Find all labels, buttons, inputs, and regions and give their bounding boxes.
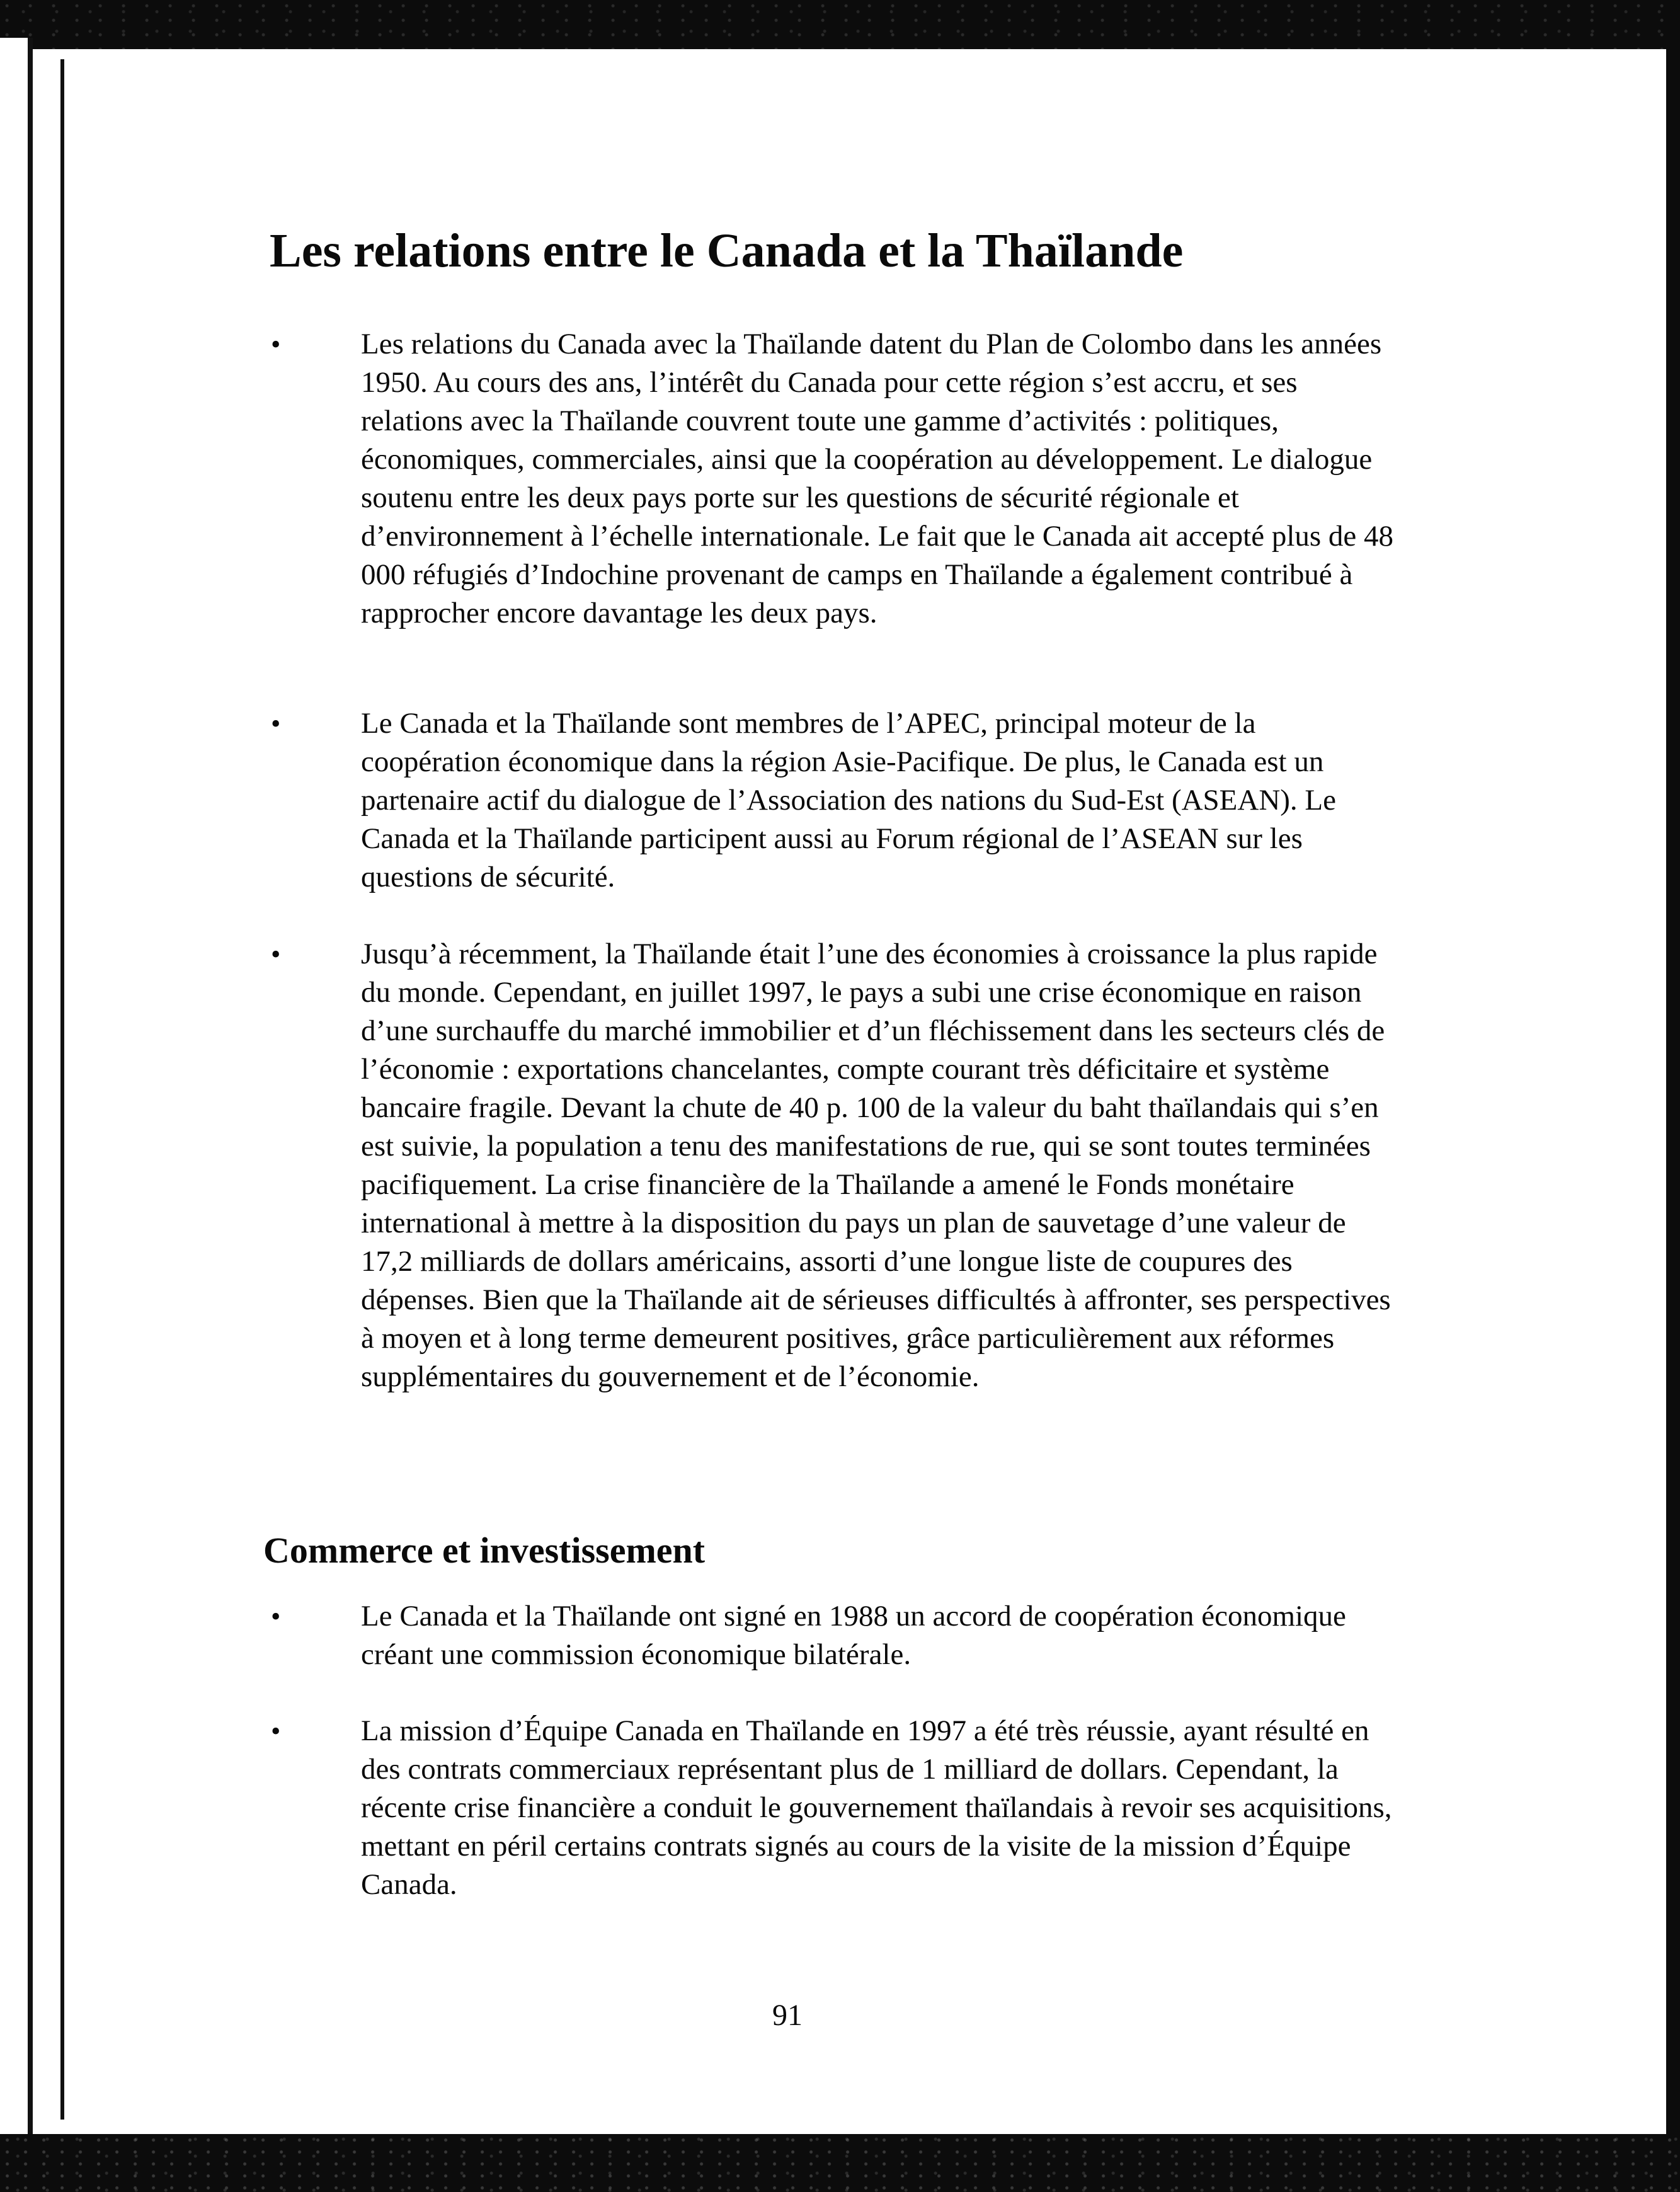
page-number: 91 (772, 1999, 803, 2032)
bullet-dot: • (271, 708, 281, 739)
bullet-dot: • (271, 939, 281, 970)
paragraph-text: Le Canada et la Thaïlande ont signé en 1988 un accord de coopération économique créant une commission économique bilatérale. (361, 1600, 1346, 1671)
paragraph-text: Le Canada et la Thaïlande sont membres de l’APEC, principal moteur de la coopération économique dans la région Asie-Pacifique. De plus, le Canada est un partenaire actif du dialogue de l’Association des nations du Sud-Est (ASEAN). Le Canada et la Thaïlande participent aussi au Forum régional de l’ASEAN sur les questions de sécurité. (361, 707, 1336, 893)
bullet-dot: • (271, 329, 281, 360)
paragraph-text: La mission d’Équipe Canada en Thaïlande en 1997 a été très réussie, ayant résulté en des contrats commerciaux représentant plus de 1 milliard de dollars. Cependant, la récente crise financière a conduit le gouvernement thaïlandais à revoir ses acquisitions, mettant en péril certains contrats signés au cours de la visite de la mission d’Équipe Canada. (361, 1714, 1392, 1901)
paragraph-text: Les relations du Canada avec la Thaïlande datent du Plan de Colombo dans les années 1950. Au cours des ans, l’intérêt du Canada pour cette région s’est accru, et ses relations avec la Thaïlande couvrent toute une gamme d’activités : politiques, économiques, commerciales, ainsi que la coopération au développement. Le dialogue soutenu entre les deux pays porte sur les questions de sécurité régionale et d’environnement à l’échelle internationale. Le fait que le Canada ait accepté plus de 48 000 réfugiés d’Indochine provenant de camps en Thaïlande a également contribué à rapprocher encore davantage les deux pays. (361, 328, 1394, 629)
section-heading-commerce: Commerce et investissement (263, 1530, 706, 1571)
page-title: Les relations entre le Canada et la Thaïlande (270, 224, 1184, 277)
bullet-dot: • (271, 1716, 281, 1747)
bullet-dot: • (271, 1601, 281, 1632)
paragraph-text: Jusqu’à récemment, la Thaïlande était l’une des économies à croissance la plus rapide du monde. Cependant, en juillet 1997, le pays a subi une crise économique en raison d’une surchauffe du marché immobilier et d’un fléchissement dans les secteurs clés de l’économie : exportations chancelantes, compte courant très déficitaire et système bancaire fragile. Devant la chute de 40 p. 100 de la valeur du baht thaïlandais qui s’en est suivie, la population a tenu des manifestations de rue, qui se sont toutes terminées pacifiquement. La crise financière de la Thaïlande a amené le Fonds monétaire international à mettre à la disposition du pays un plan de sauvetage d’une valeur de 17,2 milliards de dollars américains, assorti d’une longue liste de coupures des dépenses. Bien que la Thaïlande ait de sérieuses difficultés à affronter, ses perspectives à moyen et à long terme demeurent positives, grâce particulièrement aux réformes supplémentaires du gouvernement et de l’économie. (361, 938, 1391, 1393)
